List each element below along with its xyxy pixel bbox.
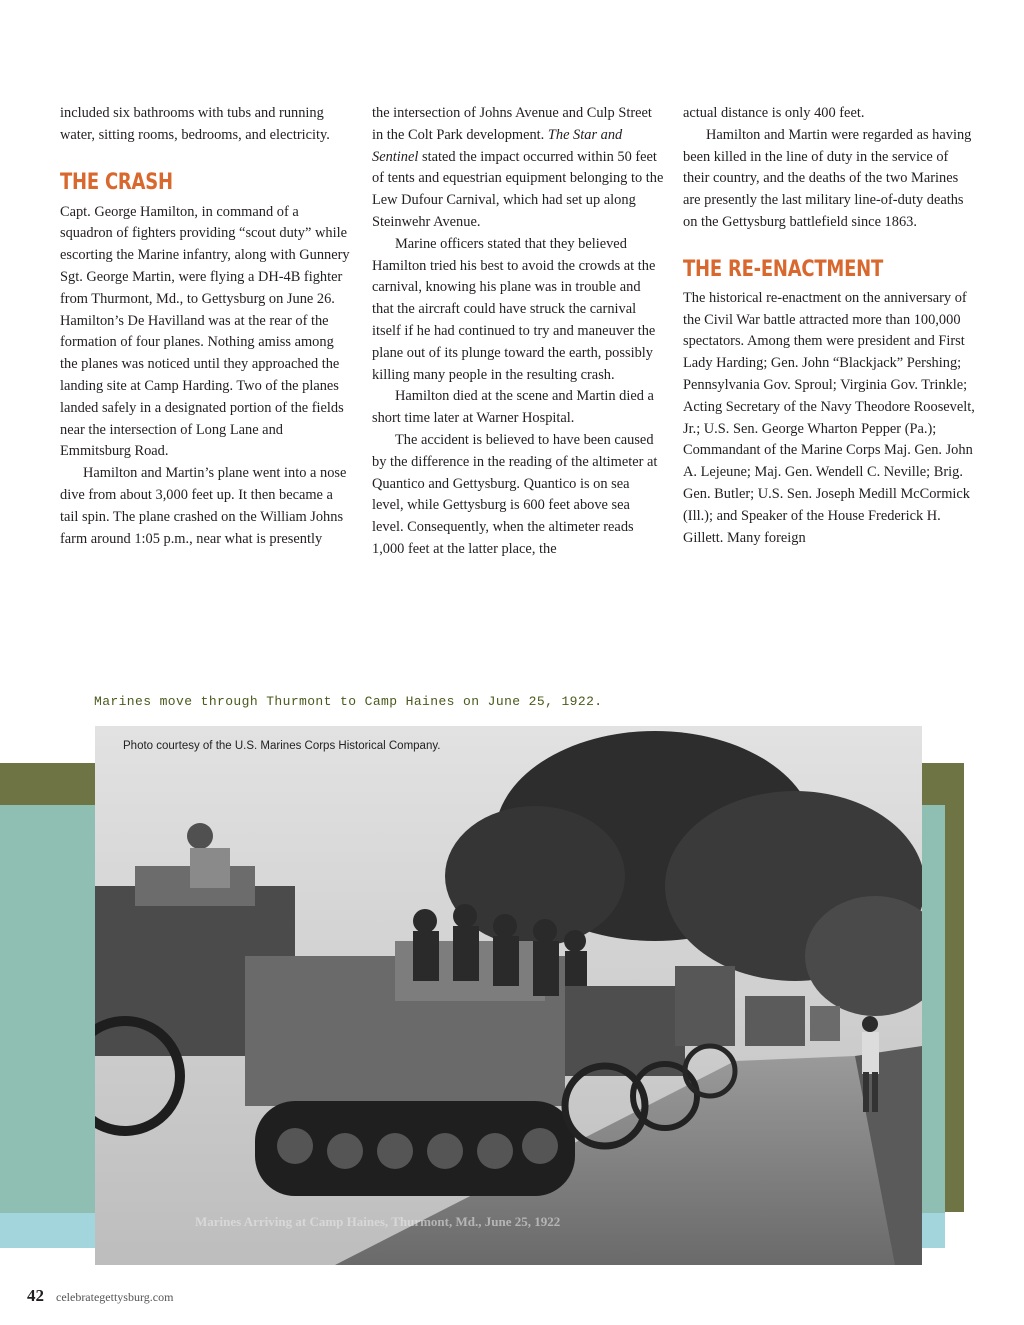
crash-paragraph-5: Hamilton died at the scene and Martin died a short time later at Warner Hospital. xyxy=(372,388,654,427)
page-number: 42 xyxy=(27,1286,44,1305)
text-column-3 xyxy=(683,103,975,549)
text-column-1 xyxy=(60,103,352,550)
photo-typed-caption: Marines move through Thurmont to Camp Haines on June 25, 1922. xyxy=(94,694,603,709)
intro-paragraph: included six bathrooms with tubs and running water, sitting rooms, bedrooms, and electricity. xyxy=(60,105,330,143)
crash-paragraph-7: actual distance is only 400 feet. xyxy=(683,105,865,121)
reenactment-paragraph-1: The historical re-enactment on the anniversary of the Civil War battle attracted more than 100,000 spectators. Among them were president and First Lady Harding; Gen. John “Blackjack” Pershing; Pennsylvania Gov. Sproul; Virginia Gov. Trinkle; Acting Secretary of the Navy Theodore Roosevelt, Jr.; U.S. Sen. George Wharton Pepper (Pa.); Commandant of the Marine Corps Maj. Gen. John A. Lejeune; Maj. Gen. Wendell C. Neville; Brig. Gen. Butler; U.S. Sen. Joseph Medill McCormick (Ill.); and Speaker of the House Frederick H. Gillett. Many foreign xyxy=(683,289,975,546)
crash-paragraph-1: Capt. George Hamilton, in command of a squadron of fighters providing “scout duty” while escorting the Marine infantry, along with Gunnery Sgt. George Martin, were flying a DH-4B fighter from Thurmont, Md., to Gettysburg on June 26. Hamilton’s De Havilland was at the rear of the formation of four planes. Nothing amiss among the planes was noticed until they approached the landing site at Camp Harding. Two of the planes landed safely in a designated portion of the fields near the intersection of Long Lane and Emmitsburg Road. xyxy=(60,203,350,460)
crash-paragraph-2: Hamilton and Martin’s plane went into a nose dive from about 3,000 feet up. It then became a tail spin. The plane crashed on the William Johns farm around 1:05 p.m., near what is presently xyxy=(60,465,347,547)
crash-paragraph-8: Hamilton and Martin were regarded as having been killed in the line of duty in the service of their country, and the deaths of the two Marines are presently the last military line-of-duty deaths on the Gettysburg battlefield since 1863. xyxy=(683,126,972,230)
photo-inscription: Marines Arriving at Camp Haines, Thurmont, Md., June 25, 1922 xyxy=(195,1214,561,1229)
crash-paragraph-3 xyxy=(372,103,664,234)
website-url: celebrategettysburg.com xyxy=(56,1290,174,1304)
section-heading-reenactment: THE RE-ENACTMENT xyxy=(683,255,884,282)
page-footer xyxy=(27,1286,173,1306)
historical-photo xyxy=(95,726,922,1265)
paragraph-text-end: stated the impact occurred within 50 feet of tents and equestrian equipment belonging to the Lew Dufour Carnival, which had set up along Steinwehr Avenue. xyxy=(372,148,664,230)
text-column-2 xyxy=(372,103,664,561)
photo-illustration xyxy=(95,726,922,1265)
paragraph-text-start: the intersection of Johns Avenue and Culp Street in the Colt Park development. xyxy=(372,105,652,143)
newspaper-title: The Star and Sentinel xyxy=(372,126,623,165)
photo-credit: Photo courtesy of the U.S. Marines Corps Historical Company. xyxy=(123,740,441,752)
crash-paragraph-4: Marine officers stated that they believed Hamilton tried his best to avoid the crowds at the carnival, knowing his plane was in trouble and that the aircraft could have struck the carnival itself if he had continued to try and maneuver the plane out of its plunge toward the earth, possibly killing many people in the resulting crash. xyxy=(372,235,656,383)
crash-paragraph-6: The accident is believed to have been caused by the difference in the reading of the altimeter at Quantico and Gettysburg. Quantico is on sea level, while Gettysburg is 600 feet above sea level. Consequently, when the altimeter reads 1,000 feet at the latter place, the xyxy=(372,431,658,557)
section-heading-crash: THE CRASH xyxy=(60,168,173,195)
